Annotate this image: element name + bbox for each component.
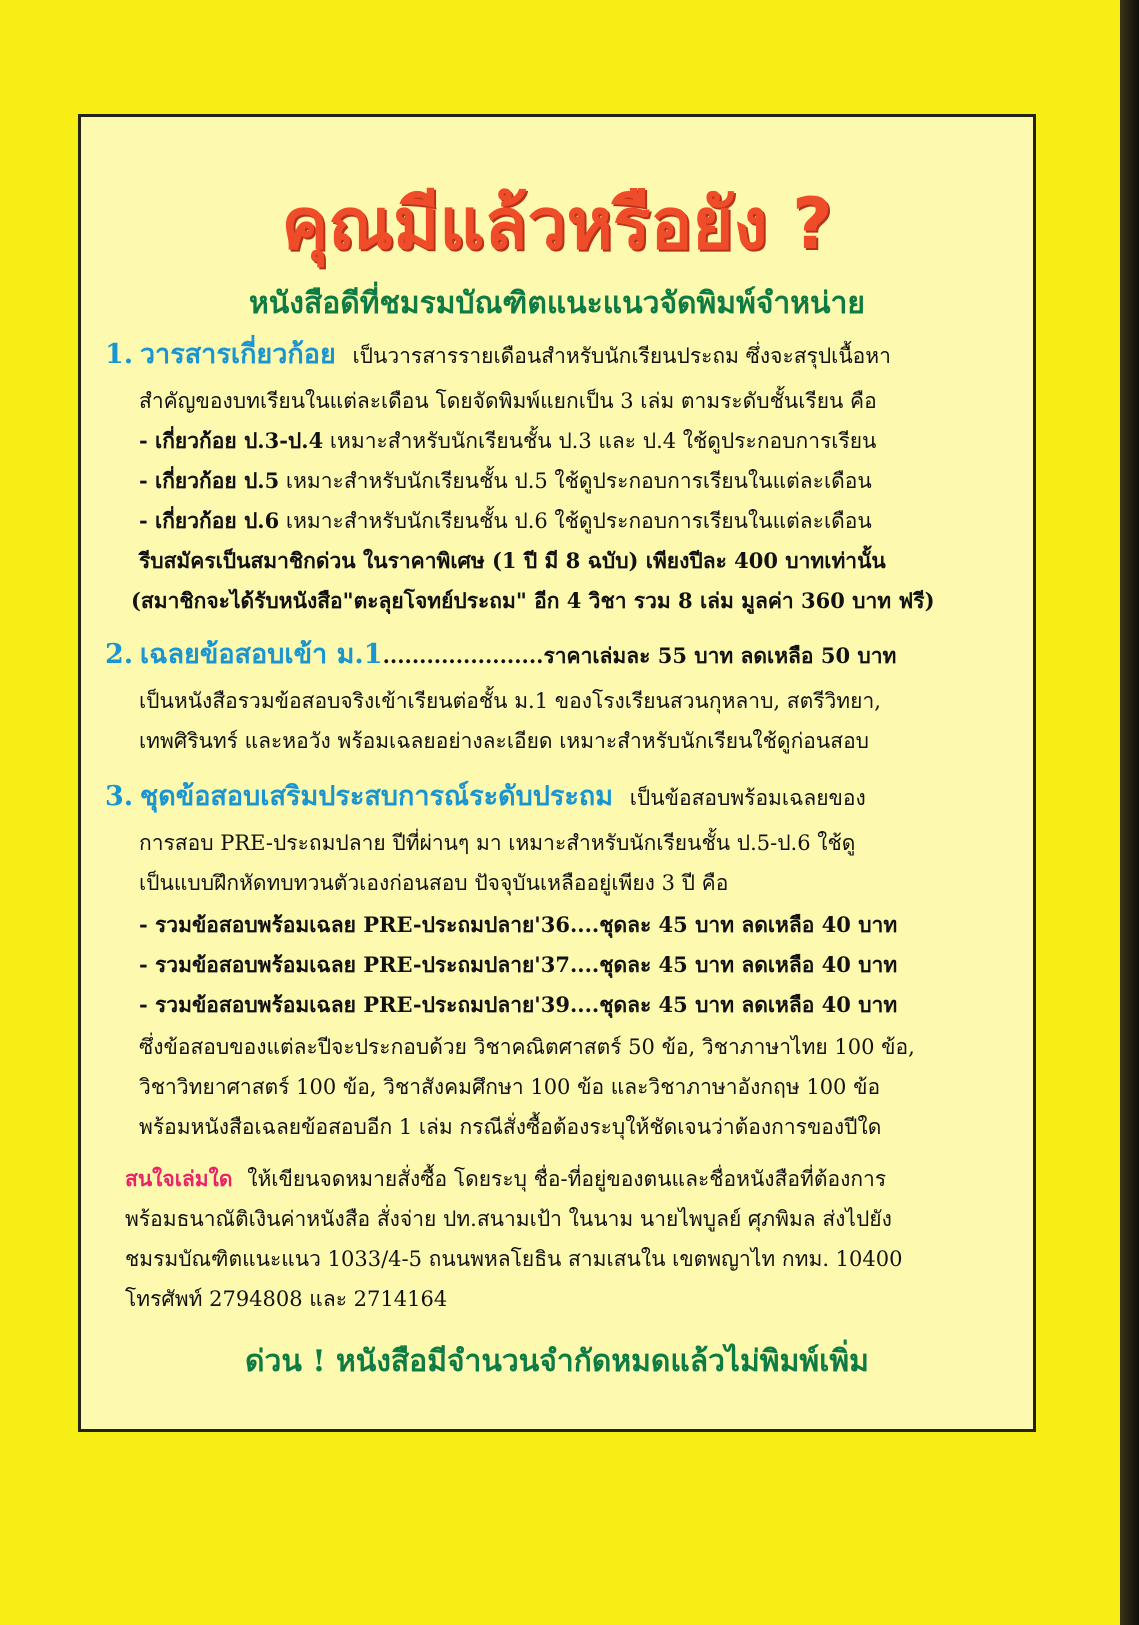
section3-line2: การสอบ PRE-ประถมปลาย ปีที่ผ่านๆ มา เหมาะสำหรับนักเรียนชั้น ป.5-ป.6 ใช้ดู [139,831,856,855]
section1-offer: รีบสมัครเป็นสมาชิกด่วน ในราคาพิเศษ (1 ปี มี 8 ฉบับ) เพียงปีละ 400 บาทเท่านั้น [139,548,886,573]
section2-price: ......................ราคาเล่มละ 55 บาท ลดเหลือ 50 บาท [382,643,897,668]
item-name: - เกี่ยวก้อย ป.3-ป.4 [139,428,324,453]
section2-heading [81,637,1063,674]
section3-desc1: ซึ่งข้อสอบของแต่ละปีจะประกอบด้วย วิชาคณิตศาสตร์ 50 ข้อ, วิชาภาษาไทย 100 ข้อ, [139,1035,915,1059]
order-lead: สนใจเล่มใด [125,1166,233,1191]
section3-item: - รวมข้อสอบพร้อมเฉลย PRE-ประถมปลาย'36....ชุดละ 45 บาท ลดเหลือ 40 บาท [139,912,898,937]
section1-number: 1. [105,339,134,370]
section1-item [81,463,1097,499]
item-desc: เหมาะสำหรับนักเรียนชั้น ป.6 ใช้ดูประกอบการเรียนในแต่ละเดือน [285,509,872,533]
section3-desc2: วิชาวิทยาศาสตร์ 100 ข้อ, วิชาสังคมศึกษา 100 ข้อ และวิชาภาษาอังกฤษ 100 ข้อ [139,1075,881,1099]
section3-number: 3. [105,781,134,812]
order-address: ชมรมบัณฑิตแนะแนว 1033/4-5 ถนนพหลโยธิน สามเสนใน เขตพญาไท กทม. 10400 [125,1247,903,1271]
section2-desc1: เป็นหนังสือรวมข้อสอบจริงเข้าเรียนต่อชั้น ม.1 ของโรงเรียนสวนกุหลาบ, สตรีวิทยา, [139,689,881,713]
advertisement-panel [78,114,1036,1432]
order-phone: โทรศัพท์ 2794808 และ 2714164 [125,1287,448,1311]
order-line1 [81,1161,1083,1197]
footer-urgent-notice: ด่วน ! หนังสือมีจำนวนจำกัดหมดแล้วไม่พิมพ์เพิ่ม [245,1344,869,1379]
section3-heading [81,779,1063,816]
item-name: - เกี่ยวก้อย ป.5 [139,468,280,493]
section1-item [81,423,1097,459]
section3-title: ชุดข้อสอบเสริมประสบการณ์ระดับประถม [139,781,614,812]
section2-desc2: เทพศิรินทร์ และหอวัง พร้อมเฉลยอย่างละเอียด เหมาะสำหรับนักเรียนใช้ดูก่อนสอบ [139,729,870,753]
section1-bonus: (สมาชิกจะได้รับหนังสือ"ตะลุยโจทย์ประถม" อีก 4 วิชา รวม 8 เล่ม มูลค่า 360 บาท ฟรี) [131,588,935,613]
headline: คุณมีแล้วหรือยัง ? [281,183,833,265]
section3-intro: เป็นข้อสอบพร้อมเฉลยของ [629,786,866,810]
section1-line2: สำคัญของบทเรียนในแต่ละเดือน โดยจัดพิมพ์แยกเป็น 3 เล่ม ตามระดับชั้นเรียน คือ [139,389,877,413]
order-line2: พร้อมธนาณัติเงินค่าหนังสือ สั่งจ่าย ปท.สนามเป้า ในนาม นายไพบูลย์ ศุภพิมล ส่งไปยัง [125,1207,892,1231]
section2-number: 2. [105,639,134,670]
section3-item: - รวมข้อสอบพร้อมเฉลย PRE-ประถมปลาย'39....ชุดละ 45 บาท ลดเหลือ 40 บาท [139,992,898,1017]
section3-line3: เป็นแบบฝึกหัดทบทวนตัวเองก่อนสอบ ปัจจุบันเหลืออยู่เพียง 3 ปี คือ [139,871,729,895]
order-line1-text: ให้เขียนจดหมายสั่งซื้อ โดยระบุ ชื่อ-ที่อยู่ของตนและชื่อหนังสือที่ต้องการ [247,1167,887,1191]
item-desc: เหมาะสำหรับนักเรียนชั้น ป.3 และ ป.4 ใช้ดูประกอบการเรียน [329,429,877,453]
section1-heading [81,337,1063,374]
subheadline: หนังสือดีที่ชมรมบัณฑิตแนะแนวจัดพิมพ์จำหน่าย [249,286,865,321]
section2-title: เฉลยข้อสอบเข้า ม.1 [139,639,383,670]
section1-intro: เป็นวารสารรายเดือนสำหรับนักเรียนประถม ซึ่งจะสรุปเนื้อหา [352,344,891,368]
section1-item [81,503,1097,539]
book-page-edge [1120,0,1139,1625]
item-name: - เกี่ยวก้อย ป.6 [139,508,280,533]
section3-desc3: พร้อมหนังสือเฉลยข้อสอบอีก 1 เล่ม กรณีสั่งซื้อต้องระบุให้ชัดเจนว่าต้องการของปีใด [139,1115,882,1139]
section1-title: วารสารเกี่ยวก้อย [139,339,336,370]
item-desc: เหมาะสำหรับนักเรียนชั้น ป.5 ใช้ดูประกอบการเรียนในแต่ละเดือน [285,469,872,493]
section3-item: - รวมข้อสอบพร้อมเฉลย PRE-ประถมปลาย'37....ชุดละ 45 บาท ลดเหลือ 40 บาท [139,952,898,977]
